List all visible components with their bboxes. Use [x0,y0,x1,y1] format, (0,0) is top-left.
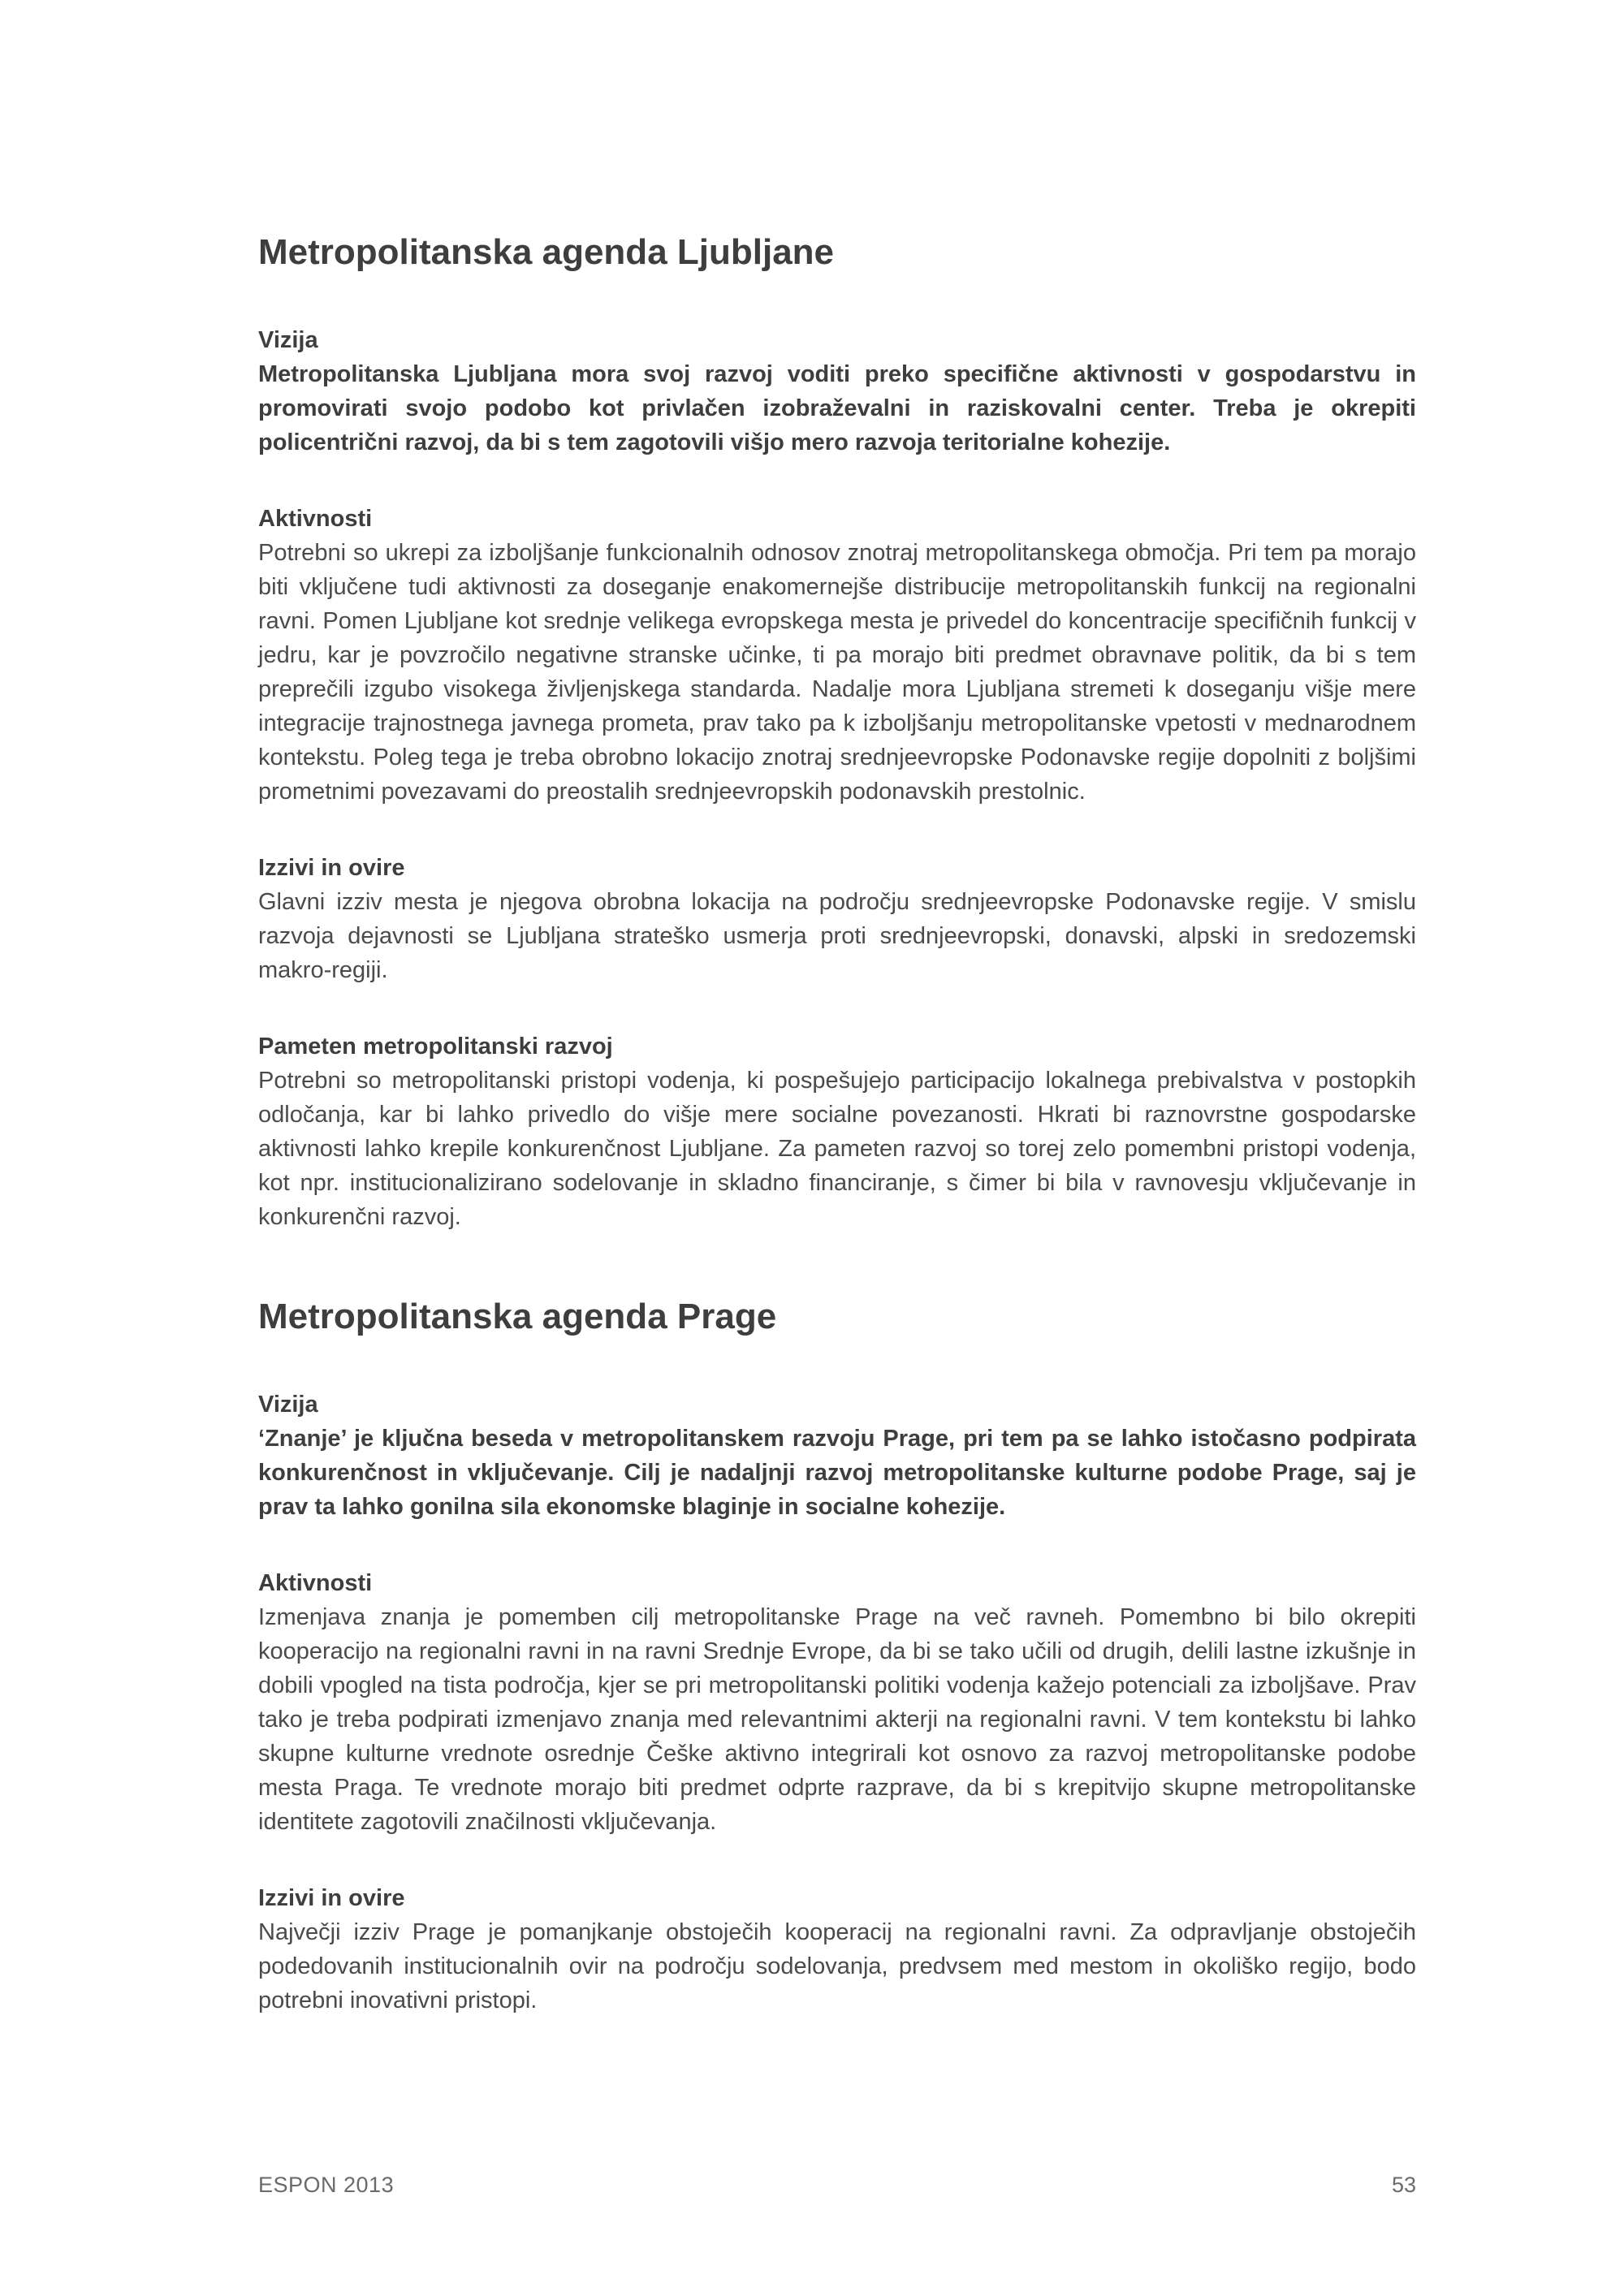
section-ljubljana [258,231,1416,1234]
activities-paragraph: Potrebni so ukrepi za izboljšanje funkcionalnih odnosov znotraj metropolitanskega območja. Pri tem pa morajo biti vključene tudi aktivnosti za doseganje enakomernejše distribucije metropolitanskih funkcij na regionalni ravni. Pomen Ljubljane kot srednje velikega evropskega mesta je privedel do koncentracije specifičnih funkcij v jedru, kar je povzročilo negativne stranske učinke, ti pa morajo biti predmet obravnave politik, da bi s tem preprečili izgubo visokega življenjskega standarda. Nadalje mora Ljubljana stremeti k doseganju višje mere integracije trajnostnega javnega prometa, prav tako pa k izboljšanju metropolitanske vpetosti v mednarodnem kontekstu. Poleg tega je treba obrobno lokacijo znotraj srednjeevropske Podonavske regije dopolniti z boljšimi prometnimi povezavami do preostalih srednjeevropskih podonavskih prestolnic. [258,539,1416,805]
subheading-activities: Aktivnosti [258,1569,373,1596]
page-number: 53 [1391,2173,1416,2197]
section-title-ljubljana: Metropolitanska agenda Ljubljane [258,232,835,272]
section-title-prague: Metropolitanska agenda Prage [258,1296,777,1336]
vision-paragraph: Metropolitanska Ljubljana mora svoj razvoj voditi preko specifične aktivnosti v gospodarstvu in promovirati svojo podobo kot privlačen izobraževalni in raziskovalni center. Treba je okrepiti policentrični razvoj, da bi s tem zagotovili višjo mero razvoja teritorialne kohezije. [258,360,1416,455]
challenges-paragraph: Največji izziv Prage je pomanjkanje obstoječih kooperacij na regionalni ravni. Za odpravljanje obstoječih podedovanih institucionalnih ovir na področju sodelovanja, predvsem med mestom in okoliško regijo, bodo potrebni inovativni pristopi. [258,1918,1416,2013]
subheading-challenges: Izzivi in ovire [258,854,405,881]
footer-publisher: ESPON 2013 [258,2173,395,2197]
activities-paragraph: Izmenjava znanja je pomemben cilj metropolitanske Prage na več ravneh. Pomembno bi bilo okrepiti kooperacijo na regionalni ravni in na ravni Srednje Evrope, da bi se tako učili od drugih, delili lastne izkušnje in dobili vpogled na tista področja, kjer se pri metropolitanski politiki vodenja kažejo potenciali za izboljšave. Prav tako je treba podpirati izmenjavo znanja med relevantnimi akterji na regionalni ravni. V tem kontekstu bi lahko skupne kulturne vrednote osrednje Češke aktivno integrirali kot osnovo za razvoj metropolitanske podobe mesta Praga. Te vrednote morajo biti predmet odprte razprave, da bi s krepitvijo skupne metropolitanske identitete zagotovili značilnosti vključevanja. [258,1603,1416,1835]
subheading-smart-development: Pameten metropolitanski razvoj [258,1033,613,1060]
subheading-challenges: Izzivi in ovire [258,1884,405,1911]
section-prague [258,1296,1416,2018]
challenges-paragraph: Glavni izziv mesta je njegova obrobna lokacija na področju srednjeevropske Podonavske regije. V smislu razvoja dejavnosti se Ljubljana strateško usmerja proti srednjeevropski, donavski, alpski in sredozemski makro-regiji. [258,888,1416,983]
page-content [258,231,1416,2060]
subheading-activities: Aktivnosti [258,505,373,532]
subheading-vision: Vizija [258,1391,318,1418]
subheading-vision: Vizija [258,326,318,353]
smart-development-paragraph: Potrebni so metropolitanski pristopi vodenja, ki pospešujejo participacijo lokalnega prebivalstva v postopkih odločanja, kar bi lahko privedlo do višje mere socialne povezanosti. Hkrati bi raznovrstne gospodarske aktivnosti lahko krepile konkurenčnost Ljubljane. Za pameten razvoj so torej zelo pomembni pristopi vodenja, kot npr. institucionalizirano sodelovanje in skladno financiranje, s čimer bi bila v ravnovesju vključevanje in konkurenčni razvoj. [258,1067,1416,1230]
vision-paragraph: ‘Znanje’ je ključna beseda v metropolitanskem razvoju Prage, pri tem pa se lahko istočasno podpirata konkurenčnost in vključevanje. Cilj je nadaljnji razvoj metropolitanske kulturne podobe Prage, saj je prav ta lahko gonilna sila ekonomske blaginje in socialne kohezije. [258,1425,1416,1520]
